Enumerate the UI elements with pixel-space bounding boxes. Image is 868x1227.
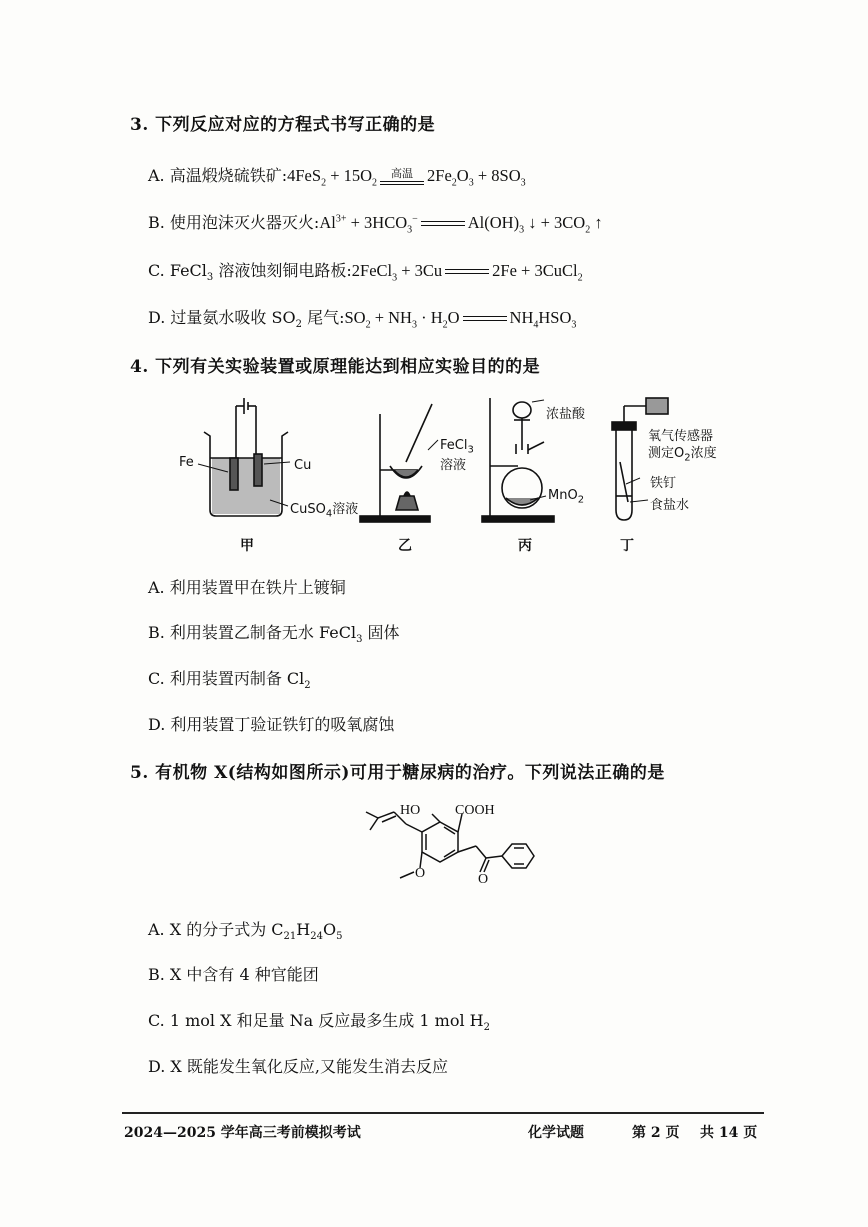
- option-4a: A. 利用装置甲在铁片上镀铜: [148, 578, 346, 597]
- label-ho: HO: [400, 803, 421, 818]
- equals-sign: [421, 217, 465, 231]
- option-5b: B. X 中含有 4 种官能团: [148, 965, 319, 984]
- label-cuso4: CuSO$_4$溶液: [290, 502, 359, 520]
- label-methoxy-o: O: [415, 866, 426, 881]
- label-mno2: MnO$_2$: [548, 488, 585, 506]
- molecule-structure: [360, 800, 540, 890]
- option-5d: D. X 既能发生氧化反应,又能发生消去反应: [148, 1057, 448, 1076]
- label-brine: 食盐水: [650, 498, 690, 513]
- option-3a-label: A. 高温煅烧硫铁矿:: [148, 166, 288, 185]
- caption-bing: 丙: [518, 538, 532, 554]
- option-4c: C. 利用装置丙制备 $Cl_2$: [148, 669, 311, 692]
- option-5a: A. X 的分子式为 $C_{21}H_{24}O_5$: [148, 920, 343, 943]
- option-3b-label: B. 使用泡沫灭火器灭火:: [148, 213, 320, 232]
- caption-yi: 乙: [398, 538, 412, 554]
- apparatus-yi: [360, 404, 438, 522]
- footer-total-pages: 共 14 页: [700, 1125, 758, 1141]
- option-4b: B. 利用装置乙制备无水 FeCl$_3$ 固体: [148, 623, 400, 646]
- footer-rule: [122, 1112, 764, 1114]
- equals-sign: [463, 312, 507, 326]
- question-5-stem: 5. 有机物 X(结构如图所示)可用于糖尿病的治疗。下列说法正确的是: [130, 763, 665, 783]
- apparatus-jia: [198, 398, 290, 516]
- label-fecl3-solution: 溶液: [440, 458, 467, 473]
- option-3c: C. FeCl$_3$ 溶液蚀刻铜电路板:2FeCl$_3$ + 3Cu 2Fe + 3CuCl$_2$: [148, 261, 583, 284]
- option-4d: D. 利用装置丁验证铁钉的吸氧腐蚀: [148, 715, 395, 734]
- option-5c: C. 1 mol X 和足量 Na 反应最多生成 1 mol $H_2$: [148, 1011, 490, 1034]
- question-3-stem: 3. 下列反应对应的方程式书写正确的是: [130, 115, 436, 135]
- label-oxygen-sensor: 氧气传感器: [648, 429, 714, 444]
- label-fe: Fe: [179, 455, 194, 470]
- footer-page: 第 2 页: [632, 1125, 680, 1141]
- option-3b: B. 使用泡沫灭火器灭火$:Al^{3+} + 3HCO_3^-$ $Al(OH)_3$ ↓ + $3CO_2$ ↑: [148, 213, 603, 236]
- caption-ding: 丁: [620, 538, 634, 554]
- label-cu: Cu: [294, 458, 312, 473]
- caption-jia: 甲: [240, 538, 254, 554]
- label-carbonyl-o: O: [478, 872, 489, 887]
- question-4-stem: 4. 下列有关实验装置或原理能达到相应实验目的的是: [130, 357, 541, 377]
- option-3d-label: D. 过量氨水吸收 SO: [148, 308, 296, 327]
- option-3d: D. 过量氨水吸收 $SO_2$ 尾气$:SO_2 + NH_3 \cdot H_2O$ $NH_4HSO_3$: [148, 308, 577, 331]
- footer-exam-name: 2024—2025 学年高三考前模拟考试: [124, 1125, 361, 1141]
- equals-sign: [445, 265, 489, 279]
- reaction-arrow: 高温: [380, 168, 424, 185]
- option-3c-label: C. FeCl: [148, 261, 207, 280]
- apparatus-bing: [482, 398, 554, 522]
- option-3a: A. 高温煅烧硫铁矿:4FeS$_2$ + $15O_2$ 高温 $2Fe_2O_3 + 8SO_3$: [148, 166, 526, 189]
- label-cooh: COOH: [455, 803, 495, 818]
- label-measure-o2: 测定$O_2$浓度: [648, 446, 717, 464]
- label-conc-hcl: 浓盐酸: [546, 407, 586, 422]
- label-fecl3: FeCl$_3$: [440, 438, 474, 456]
- footer-subject: 化学试题: [528, 1125, 584, 1141]
- label-iron-nail: 铁钉: [650, 476, 677, 491]
